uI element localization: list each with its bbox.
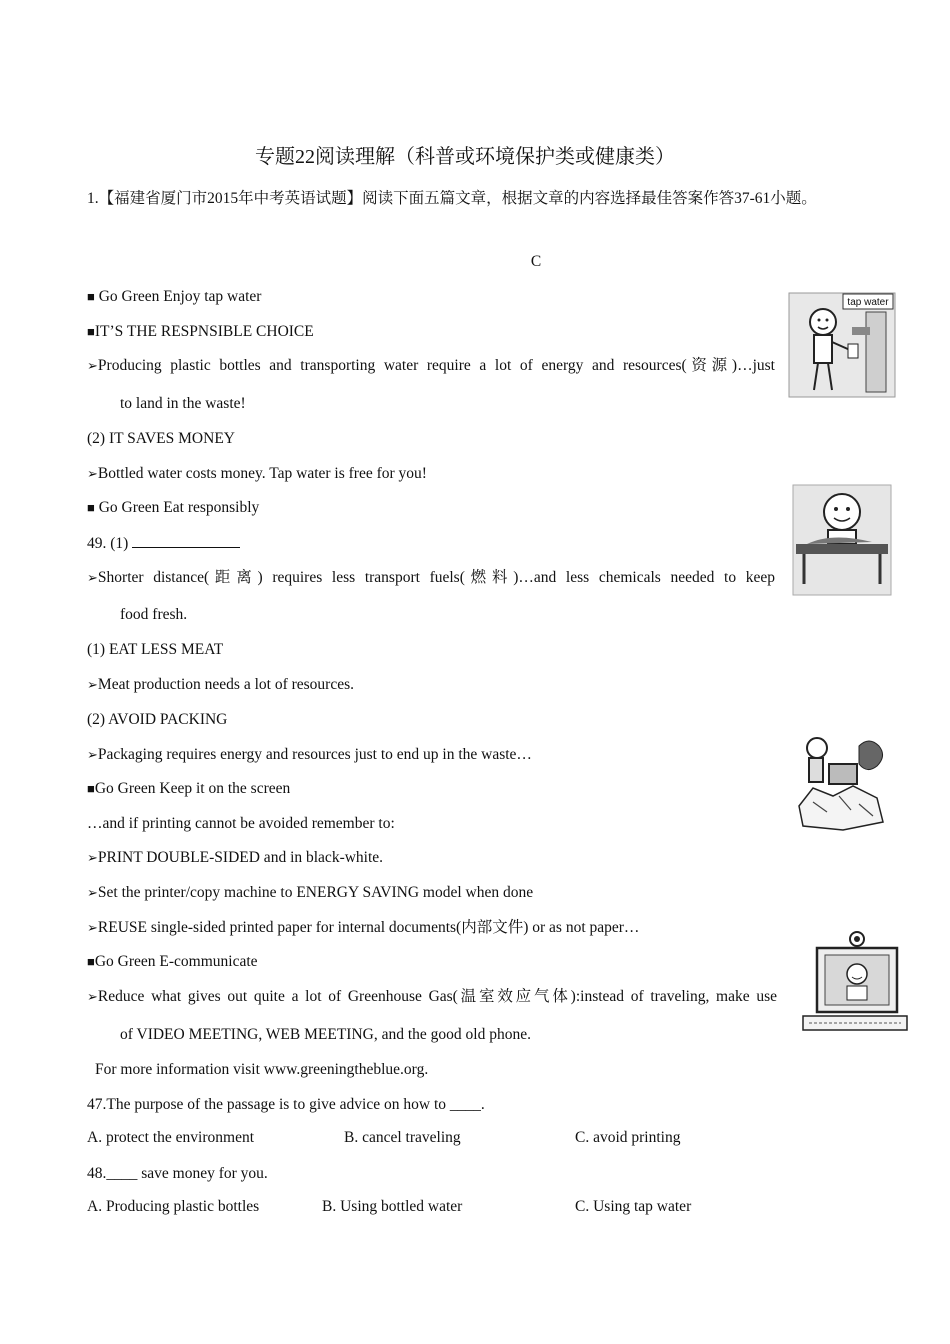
arrow-bullet-icon: ➢ bbox=[87, 747, 98, 762]
text-meat-production: ➢Meat production needs a lot of resources. bbox=[87, 676, 355, 693]
tap-water-illustration bbox=[788, 292, 896, 398]
question-49: 49. (1) bbox=[87, 533, 240, 554]
text-greenhouse-gas: ➢Reduce what gives out quite a lot of Greenhouse Gas(温室效应气体):instead of traveling, make use bbox=[87, 988, 777, 1005]
text-plastic-bottles: ➢Producing plastic bottles and transporting water require a lot of energy and resources(资源)…just bbox=[87, 357, 775, 374]
q47-option-c[interactable]: C. avoid printing bbox=[575, 1129, 681, 1146]
text-shorter-distance: ➢Shorter distance(距离) requires less transport fuels(燃料)…and less chemicals needed to keep bbox=[87, 569, 775, 586]
intro-text: 1.【福建省厦门市2015年中考英语试题】阅读下面五篇文章，根据文章的内容选择最佳答案作答37-61小题。 bbox=[87, 190, 817, 207]
page-title: 专题22阅读理解（科普或环境保护类或健康类） bbox=[255, 146, 675, 168]
q47-option-a[interactable]: A. protect the environment bbox=[87, 1129, 255, 1146]
q48-option-b[interactable]: B. Using bottled water bbox=[322, 1198, 463, 1215]
text-printing-intro: …and if printing cannot be avoided remember to: bbox=[87, 815, 395, 832]
text-packaging: ➢Packaging requires energy and resources just to end up in the waste… bbox=[87, 746, 532, 763]
section-label: C bbox=[530, 253, 542, 270]
heading-eat-responsibly: ■ Go Green Eat responsibly bbox=[87, 499, 260, 516]
arrow-bullet-icon: ➢ bbox=[87, 850, 98, 865]
heading-saves-money: (2) IT SAVES MONEY bbox=[87, 430, 235, 447]
question-48-stem: 48.____ save money for you. bbox=[87, 1165, 268, 1182]
text-shorter-distance-cont: food fresh. bbox=[120, 606, 188, 623]
text-plastic-bottles-cont: to land in the waste! bbox=[120, 395, 246, 412]
q48-option-a[interactable]: A. Producing plastic bottles bbox=[87, 1198, 260, 1215]
text-greenhouse-gas-cont: of VIDEO MEETING, WEB MEETING, and the good old phone. bbox=[120, 1026, 531, 1043]
arrow-bullet-icon: ➢ bbox=[87, 920, 98, 935]
arrow-bullet-icon: ➢ bbox=[87, 466, 98, 481]
answer-blank[interactable] bbox=[132, 533, 240, 548]
heading-avoid-packing: (2) AVOID PACKING bbox=[87, 711, 228, 728]
arrow-bullet-icon: ➢ bbox=[87, 677, 98, 692]
heading-responsible-choice: ■IT’S THE RESPNSIBLE CHOICE bbox=[87, 323, 314, 340]
text-more-info: For more information visit www.greeningtheblue.org. bbox=[95, 1061, 429, 1078]
text-reuse-paper: ➢REUSE single-sided printed paper for internal documents(内部文件) or as not paper… bbox=[87, 919, 640, 936]
square-bullet-icon: ■ bbox=[87, 324, 95, 339]
text-print-double-sided: ➢PRINT DOUBLE-SIDED and in black-white. bbox=[87, 849, 384, 866]
tap-water-label: tap water bbox=[847, 297, 889, 308]
q48-option-c[interactable]: C. Using tap water bbox=[575, 1198, 692, 1215]
q47-option-b[interactable]: B. cancel traveling bbox=[344, 1129, 461, 1146]
arrow-bullet-icon: ➢ bbox=[87, 885, 98, 900]
square-bullet-icon: ■ bbox=[87, 954, 95, 969]
square-bullet-icon: ■ bbox=[87, 781, 95, 796]
arrow-bullet-icon: ➢ bbox=[87, 570, 98, 585]
heading-keep-on-screen: ■Go Green Keep it on the screen bbox=[87, 780, 291, 797]
computer-illustration bbox=[801, 930, 909, 1036]
text-energy-saving: ➢Set the printer/copy machine to ENERGY SAVING model when done bbox=[87, 884, 534, 901]
square-bullet-icon: ■ bbox=[87, 289, 95, 304]
heading-eat-less-meat: (1) EAT LESS MEAT bbox=[87, 641, 224, 658]
question-47-stem: 47.The purpose of the passage is to give advice on how to ____. bbox=[87, 1096, 485, 1113]
heading-tap-water: ■ Go Green Enjoy tap water bbox=[87, 288, 262, 305]
arrow-bullet-icon: ➢ bbox=[87, 989, 98, 1004]
text-bottled-water: ➢Bottled water costs money. Tap water is free for you! bbox=[87, 465, 427, 482]
printer-illustration bbox=[793, 726, 889, 834]
square-bullet-icon: ■ bbox=[87, 500, 95, 515]
eating-illustration bbox=[792, 484, 892, 596]
arrow-bullet-icon: ➢ bbox=[87, 358, 98, 373]
heading-e-communicate: ■Go Green E-communicate bbox=[87, 953, 258, 970]
